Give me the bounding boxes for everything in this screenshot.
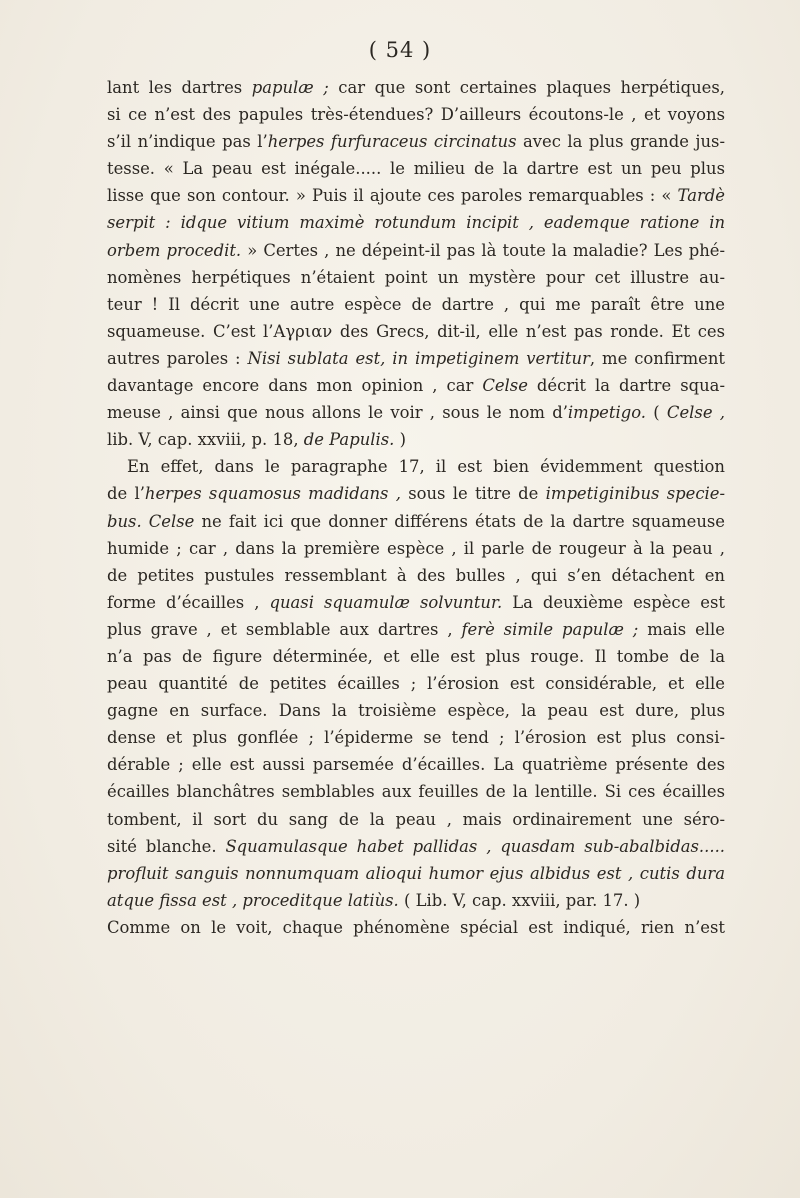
text-line <box>107 589 725 616</box>
text-line <box>107 155 725 182</box>
text-line <box>107 806 725 833</box>
text-line <box>107 751 725 778</box>
text-line <box>107 372 725 399</box>
text-run: En effet, dans le paragraphe 17, il est bien évidemment question <box>127 457 725 477</box>
italic-text: Nisi sublata est, in impetiginem vertitur <box>247 348 590 368</box>
italic-text: atque fissa est , proceditque latiùs. <box>107 890 399 910</box>
text-run: » Certes , ne dépeint-il pas là toute la maladie? Les phé- <box>241 240 725 260</box>
text-run: de petites pustules ressemblant à des bulles , qui s’en détachent en <box>107 565 725 585</box>
text-run: forme d’écailles , <box>107 592 270 612</box>
text-run: s’il n’indique pas l’ <box>107 132 268 152</box>
text-line <box>107 318 725 345</box>
text-run: autres paroles : <box>107 348 248 368</box>
text-run: ) <box>394 430 406 450</box>
text-run: lib. V, cap. xxviii, p. 18, <box>107 430 304 450</box>
text-run: peau quantité de petites écailles ; l’érosion est considérable, et elle <box>107 674 725 694</box>
text-run: , me confirment <box>589 348 725 368</box>
text-run: tesse. « La peau est inégale..... le milieu de la dartre est un peu plus <box>107 159 725 179</box>
text-line <box>107 399 725 426</box>
italic-text: quasi squamulæ solvuntur. <box>269 592 503 612</box>
text-run: sous le titre de <box>400 484 546 504</box>
text-line <box>107 887 725 914</box>
italic-text: impetigo. <box>567 403 646 423</box>
italic-text: profluit sanguis nonnumquam alioqui humor ejus albidus est , cutis dura <box>107 863 725 883</box>
italic-text: orbem procedit. <box>107 240 242 260</box>
text-run: lant les dartres <box>107 78 252 97</box>
text-line <box>107 535 725 562</box>
body-text <box>107 74 725 941</box>
text-run: squameuse. C’est l’Αγριαν des Grecs, dit-il, elle n’est pas ronde. Et ces <box>107 321 725 341</box>
text-run: avec la plus grande jus- <box>516 132 725 152</box>
text-run: gagne en surface. Dans la troisième espèce, la peau est dure, plus <box>107 701 725 721</box>
text-line <box>107 291 725 318</box>
text-run: n’a pas de figure déterminée, et elle est plus rouge. Il tombe de la <box>107 646 725 666</box>
text-run: ( <box>646 403 667 423</box>
italic-text: Celse , <box>666 403 725 423</box>
text-run: humide ; car , dans la première espèce , il parle de rougeur à la peau , <box>107 538 725 558</box>
text-run: ne fait ici que donner différens états de la dartre squameuse <box>194 511 725 531</box>
text-run: teur ! Il décrit une autre espèce de dartre , qui me paraît être une <box>107 294 725 314</box>
page-number: ( 54 ) <box>368 38 432 62</box>
text-run: dense et plus gonflée ; l’épiderme se tend ; l’érosion est plus consi- <box>107 728 725 748</box>
text-run: La deuxième espèce est <box>502 592 725 612</box>
text-line <box>107 209 725 236</box>
text-line <box>107 833 725 860</box>
text-line <box>107 453 725 480</box>
text-run: ( Lib. V, cap. xxviii, par. 17. ) <box>398 890 641 910</box>
text-line <box>107 778 725 805</box>
text-line <box>107 616 725 643</box>
text-line <box>107 670 725 697</box>
italic-text: papulæ ; <box>251 78 329 97</box>
italic-text: bus. Celse <box>107 511 195 531</box>
text-run: mais elle <box>638 619 725 639</box>
italic-text: Celse <box>482 376 528 396</box>
text-line <box>107 724 725 751</box>
text-line <box>107 182 725 209</box>
italic-text: ferè simile papulæ ; <box>461 619 639 639</box>
text-line <box>107 264 725 291</box>
text-run: meuse , ainsi que nous allons le voir , sous le nom d’ <box>107 403 568 423</box>
italic-text: serpit : idque vitium maximè rotundum incipit , eademque ratione in <box>107 213 725 233</box>
text-run: de l’ <box>107 484 145 504</box>
italic-text: impetiginibus specie- <box>545 484 725 504</box>
text-line <box>107 914 725 941</box>
text-run: davantage encore dans mon opinion , car <box>107 376 483 396</box>
italic-text: Squamulasque habet pallidas , quasdam sub-abalbidas..... <box>225 836 725 856</box>
text-run: écailles blanchâtres semblables aux feuilles de la lentille. Si ces écailles <box>107 782 725 802</box>
text-run: car que sont certaines plaques herpétiques, <box>328 78 725 97</box>
text-line <box>107 643 725 670</box>
text-line <box>107 480 725 507</box>
text-run: sité blanche. <box>107 836 226 856</box>
text-line <box>107 508 725 535</box>
text-run: si ce n’est des papules très-étendues? D’ailleurs écoutons-le , et voyons <box>107 105 725 125</box>
text-line <box>107 101 725 128</box>
text-run: tombent, il sort du sang de la peau , mais ordinairement une séro- <box>107 809 725 829</box>
text-line <box>107 697 725 724</box>
text-run: nomènes herpétiques n’étaient point un mystère pour cet illustre au- <box>107 267 725 287</box>
italic-text: herpes furfuraceus circinatus <box>267 132 517 152</box>
text-run: Comme on le voit, chaque phénomène spécial est indiqué, rien n’est <box>107 917 725 937</box>
text-line <box>107 237 725 264</box>
text-line <box>107 74 725 101</box>
text-run: plus grave , et semblable aux dartres , <box>107 619 462 639</box>
text-line <box>107 860 725 887</box>
text-line <box>107 562 725 589</box>
text-line <box>107 128 725 155</box>
text-run: dérable ; elle est aussi parsemée d’écailles. La quatrième présente des <box>107 755 725 775</box>
text-line <box>107 345 725 372</box>
italic-text: Tardè <box>677 186 725 206</box>
text-line <box>107 426 725 453</box>
text-run: décrit la dartre squa- <box>527 376 725 396</box>
italic-text: de Papulis. <box>303 430 395 450</box>
italic-text: herpes squamosus madidans , <box>144 484 401 504</box>
text-run: lisse que son contour. » Puis il ajoute ces paroles remarquables : « <box>107 186 678 206</box>
